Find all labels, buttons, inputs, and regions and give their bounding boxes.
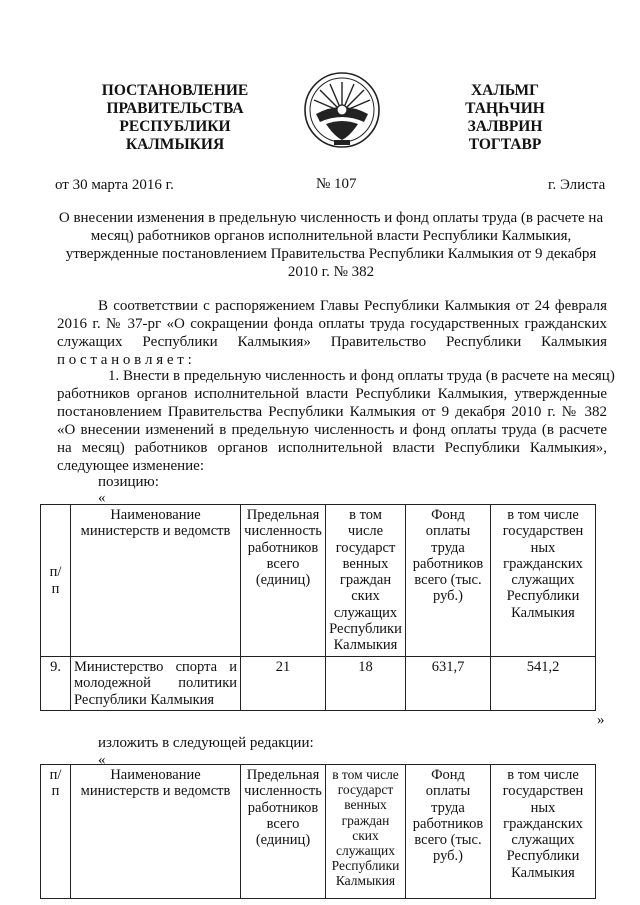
document-city: г. Элиста bbox=[548, 177, 606, 193]
header-left-title bbox=[95, 82, 255, 154]
preamble-line: В соответствии с распоряжением Главы Республики Калмыкия от 24 февраля bbox=[98, 298, 607, 314]
restate-label: изложить в следующей редакции: bbox=[98, 735, 314, 751]
position-label: позицию: bbox=[98, 474, 159, 490]
item1-line: на месяц) работников органов исполнительной власти Республики Калмыкия», bbox=[57, 440, 607, 456]
header-left-line: РЕСПУБЛИКИ bbox=[119, 118, 231, 135]
header-col-staff-total: Предельная численность работников всего (единиц) bbox=[241, 505, 326, 657]
header-col-payroll-total: Фонд оплаты труда работников всего (тыс. руб.) bbox=[406, 505, 491, 657]
header-col-number: п/ п bbox=[41, 765, 71, 899]
header-col-name: Наименование министерств и ведомств bbox=[71, 765, 241, 899]
header-right-line: ХАЛЬМГ bbox=[470, 82, 540, 99]
title-line: утвержденные постановлением Правительства Республики Калмыкия от 9 декабря bbox=[65, 246, 597, 262]
title-line: 2010 г. № 382 bbox=[287, 264, 375, 280]
staffing-table-new bbox=[40, 764, 596, 899]
header-right-line: ТАҢҺЧИН bbox=[465, 100, 545, 117]
open-quote: « bbox=[98, 490, 106, 506]
item1-line: постановлением Правительства Республики Калмыкия от 9 декабря 2010 г. № 382 bbox=[57, 404, 607, 420]
header-col-staff-total: Предельная численность работников всего (единиц) bbox=[241, 765, 326, 899]
header-col-payroll-total: Фонд оплаты труда работников всего (тыс. руб.) bbox=[406, 765, 491, 899]
header-left-line: КАЛМЫКИЯ bbox=[125, 136, 225, 153]
item1-line: работников органов исполнительной власти Республики Калмыкия, утвержденные bbox=[57, 386, 607, 402]
header-col-civil-servants: в том числе государст венных граждан ских служащих Республики Калмыкия bbox=[326, 505, 406, 657]
item1-line: «О внесении изменений в предельную численность и фонд оплаты труда (в расчете bbox=[57, 422, 607, 438]
row-number: 9. bbox=[41, 657, 71, 711]
header-col-payroll-civil: в том числе государствен ных гражданских служащих Республики Калмыкия bbox=[491, 765, 596, 899]
header-col-payroll-civil: в том числе государствен ных гражданских служащих Республики Калмыкия bbox=[491, 505, 596, 657]
row-civil-servants: 18 bbox=[326, 657, 406, 711]
table-header-row bbox=[41, 765, 596, 899]
close-quote: » bbox=[597, 712, 605, 728]
row-name: Министерство спорта и молодежной политики Республики Калмыкия bbox=[71, 657, 241, 711]
item1-line: 1. Внести в предельную численность и фонд оплаты труда (в расчете на месяц) bbox=[108, 368, 615, 384]
header-col-name: Наименование министерств и ведомств bbox=[71, 505, 241, 657]
document-number: № 107 bbox=[316, 176, 357, 192]
document-date: от 30 марта 2016 г. bbox=[55, 177, 174, 193]
table-row bbox=[41, 657, 596, 711]
row-payroll-total: 631,7 bbox=[406, 657, 491, 711]
preamble-line: 2016 г. № 37-рг «О сокращении фонда оплаты труда государственных гражданских bbox=[57, 316, 607, 332]
row-payroll-civil: 541,2 bbox=[491, 657, 596, 711]
header-right-line: ТОГТАВР bbox=[468, 136, 542, 153]
header-left-line: ПОСТАНОВЛЕНИЕ bbox=[101, 82, 249, 99]
table-header-row bbox=[41, 505, 596, 657]
preamble-line: п о с т а н о в л я е т : bbox=[57, 352, 192, 368]
row-staff-total: 21 bbox=[241, 657, 326, 711]
header-col-number: п/ п bbox=[41, 505, 71, 657]
header-col-civil-servants: в том числе государст венных граждан ских служащих Республики Калмыкия bbox=[326, 765, 406, 899]
staffing-table-current bbox=[40, 504, 596, 711]
header-left-line: ПРАВИТЕЛЬСТВА bbox=[106, 100, 244, 117]
open-quote: « bbox=[98, 752, 106, 768]
title-line: месяц) работников органов исполнительной власти Республики Калмыкия, bbox=[90, 228, 572, 244]
header-right-title bbox=[450, 82, 560, 154]
title-line: О внесении изменения в предельную численность и фонд оплаты труда (в расчете на bbox=[58, 210, 604, 226]
item1-line: следующее изменение: bbox=[57, 458, 205, 474]
preamble-line: служащих Республики Калмыкия» Правительство Республики Калмыкия bbox=[57, 334, 607, 350]
header-right-line: ЗАЛВРИН bbox=[467, 118, 543, 135]
coat-of-arms-emblem bbox=[300, 70, 384, 150]
